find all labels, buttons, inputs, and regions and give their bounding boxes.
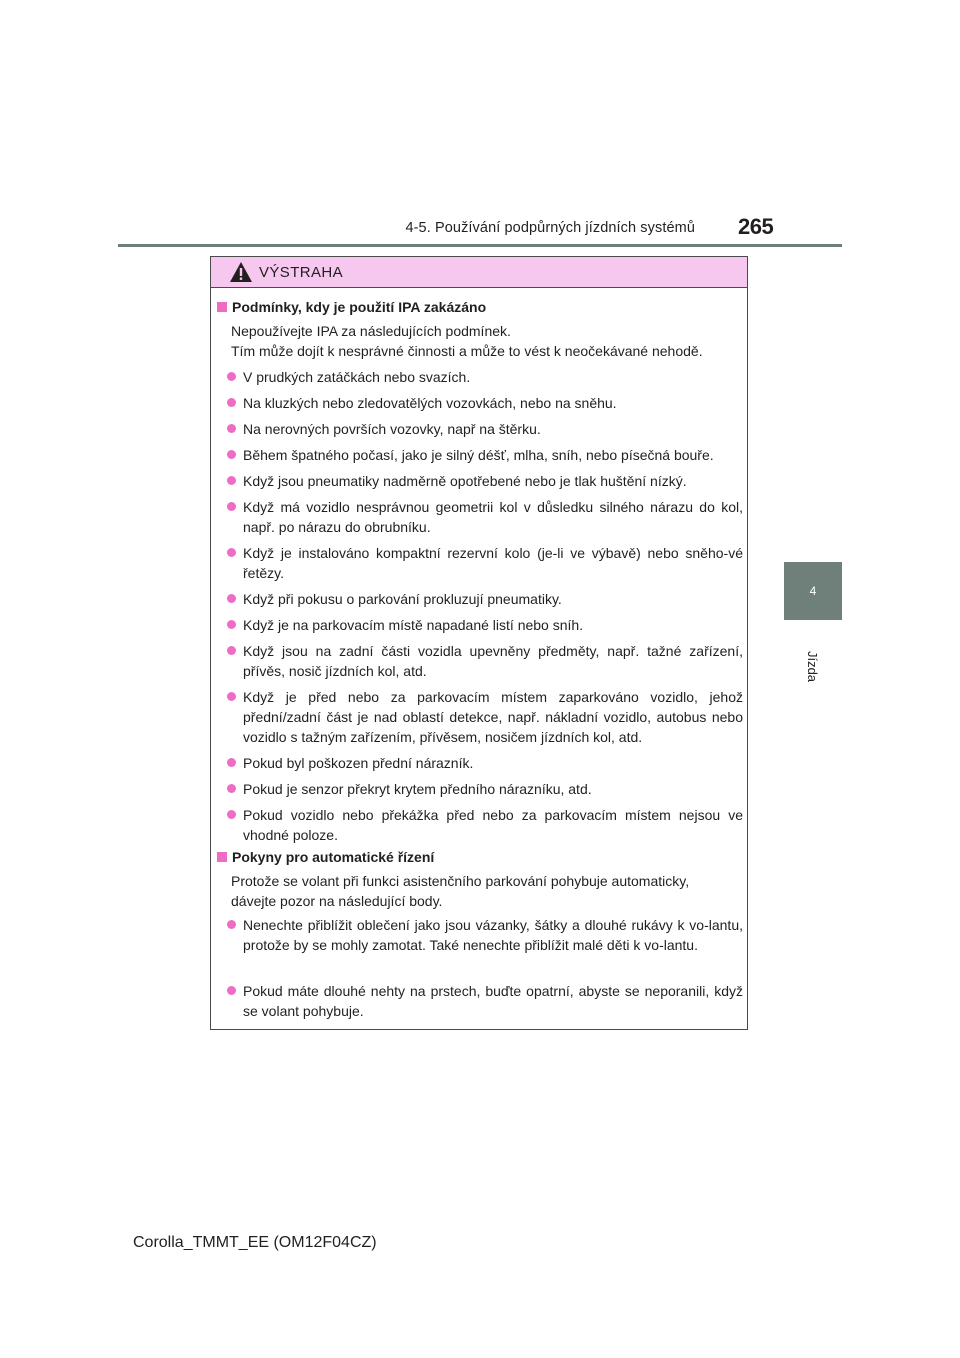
pink-dot-icon <box>227 784 236 793</box>
list-item: Pokud je senzor překryt krytem předního nárazníku, atd. <box>227 779 743 799</box>
page-number: 265 <box>738 214 774 239</box>
warning-title: VÝSTRAHA <box>259 263 344 281</box>
document-id: Corolla_TMMT_EE (OM12F04CZ) <box>133 1234 377 1251</box>
pink-dot-icon <box>227 450 236 459</box>
intro-line: Nepoužívejte IPA za následujících podmínek. <box>231 323 511 339</box>
header-divider <box>118 244 842 247</box>
warning-header <box>211 257 747 288</box>
chapter-label: Jízda <box>805 650 821 682</box>
intro-line: Protože se volant při funkci asistenčního parkování pohybuje automaticky, dávejte pozor na následující body. <box>231 873 690 909</box>
chapter-number: 4 <box>809 584 817 598</box>
list-item: Na nerovných površích vozovky, např na štěrku. <box>227 419 743 439</box>
intro-line: Tím může dojít k nesprávné činnosti a může to vést k neočekávané nehodě. <box>231 343 703 359</box>
pink-dot-icon <box>227 548 236 557</box>
section-intro <box>231 871 731 911</box>
list-item: Když je na parkovacím místě napadané listí nebo sníh. <box>227 615 743 635</box>
list-item: Pokud máte dlouhé nehty na prstech, buďte opatrní, abyste se neporanili, když se volant pohybuje. <box>227 981 743 1021</box>
list-item: Na kluzkých nebo zledovatělých vozovkách, nebo na sněhu. <box>227 393 743 413</box>
list-item: Když jsou na zadní části vozidla upevněny předměty, např. tažné zařízení, přívěs, nosič jízdních kol, atd. <box>227 641 743 681</box>
pink-dot-icon <box>227 620 236 629</box>
pink-dot-icon <box>227 424 236 433</box>
chapter-tab <box>784 562 842 620</box>
list-item: Když je před nebo za parkovacím místem zaparkováno vozidlo, jehož přední/zadní část je nad oblastí detekce, např. nákladní vozidlo, autobus nebo vozidlo s tažným zařízením, přívěsem, nosičem jízdních kol, atd. <box>227 687 743 747</box>
pink-dot-icon <box>227 476 236 485</box>
pink-dot-icon <box>227 398 236 407</box>
pink-square-icon <box>217 302 227 312</box>
header-section-title: 4-5. Používání podpůrných jízdních systémů <box>405 220 695 236</box>
list-item: Pokud vozidlo nebo překážka před nebo za parkovacím místem nejsou ve vhodné poloze. <box>227 805 743 845</box>
section-heading-text: Pokyny pro automatické řízení <box>232 849 435 865</box>
list-item: V prudkých zatáčkách nebo svazích. <box>227 367 743 387</box>
section-heading-text: Podmínky, kdy je použití IPA zakázáno <box>232 299 487 315</box>
pink-dot-icon <box>227 810 236 819</box>
section-heading <box>217 849 434 865</box>
list-item: Nenechte přiblížit oblečení jako jsou vázanky, šátky a dlouhé rukávy k vo-lantu, protože by se mohly zamotat. Také nenechte přiblížit malé děti k vo-lantu. <box>227 915 743 955</box>
list-item: Pokud byl poškozen přední nárazník. <box>227 753 743 773</box>
pink-dot-icon <box>227 594 236 603</box>
list-item: Během špatného počasí, jako je silný déšť, mlha, sníh, nebo písečná bouře. <box>227 445 743 465</box>
list-item: Když je instalováno kompaktní rezervní kolo (je-li ve výbavě) nebo sněho-vé řetězy. <box>227 543 743 583</box>
pink-dot-icon <box>227 920 236 929</box>
list-item: Když jsou pneumatiky nadměrně opotřebené nebo je tlak huštění nízký. <box>227 471 743 491</box>
pink-dot-icon <box>227 502 236 511</box>
pink-dot-icon <box>227 758 236 767</box>
pink-dot-icon <box>227 986 236 995</box>
section-heading <box>217 299 486 315</box>
pink-dot-icon <box>227 646 236 655</box>
pink-dot-icon <box>227 692 236 701</box>
pink-square-icon <box>217 852 227 862</box>
list-item: Když při pokusu o parkování prokluzují pneumatiky. <box>227 589 743 609</box>
list-item: Když má vozidlo nesprávnou geometrii kol v důsledku silného nárazu do kol, např. po nárazu do obrubníku. <box>227 497 743 537</box>
warning-box <box>210 256 748 1030</box>
section-intro <box>231 321 743 361</box>
warning-triangle-icon <box>229 261 253 283</box>
chapter-label-container <box>790 646 836 686</box>
pink-dot-icon <box>227 372 236 381</box>
